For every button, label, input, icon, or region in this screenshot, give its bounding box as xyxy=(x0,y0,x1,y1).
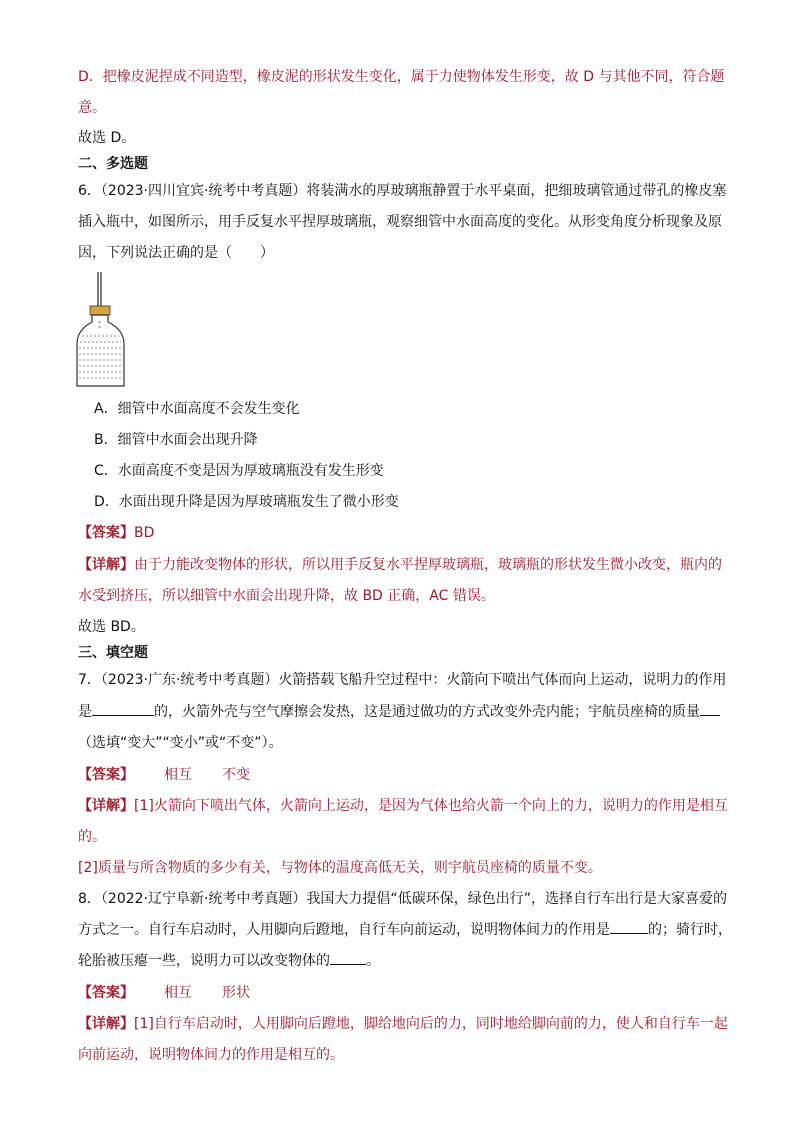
q7-blank-1 xyxy=(92,701,154,716)
q6-stem-line1: 6．（2023·四川宜宾·统考中考真题）将装满水的厚玻璃瓶静置于水平桌面，把细玻璃管通过带孔的橡皮塞 xyxy=(78,183,727,199)
q7-answer-2: 不变 xyxy=(222,767,250,783)
q6-answer-value: BD xyxy=(134,525,155,541)
q8-stem-text-a: 方式之一。自行车启动时，人用脚向后蹬地，自行车向前运动，说明物体间力的作用是 xyxy=(78,922,610,938)
q8-blank-2 xyxy=(330,950,366,965)
q8-detail-text1: [1]自行车启动时，人用脚向后蹬地，脚给地向后的力，同时地给脚向前的力，使人和自行车一起 xyxy=(134,1016,728,1032)
q6-option-c: C．水面高度不变是因为厚玻璃瓶没有发生形变 xyxy=(94,463,384,479)
q8-stem-text-c: 轮胎被压瘪一些，说明力可以改变物体的 xyxy=(78,953,330,969)
q6-option-b: B．细管中水面会出现升降 xyxy=(94,432,258,448)
q8-stem-line1: 8．（2022·辽宁阜新·统考中考真题）我国大力提倡“低碳环保，绿色出行”，选择自行车出行是大家喜爱的 xyxy=(78,891,727,907)
q6-answer xyxy=(78,522,726,544)
section-heading-multi: 二、多选题 xyxy=(78,156,148,172)
prev-option-d-explanation-cont: 意。 xyxy=(78,100,106,116)
q7-stem-line2 xyxy=(78,701,726,723)
answer-label: 【答案】 xyxy=(78,985,134,1001)
q8-stem-line3 xyxy=(78,950,726,972)
q7-detail-line2: 的。 xyxy=(78,829,106,845)
q6-stem-line2: 插入瓶中，如图所示，用手反复水平捏厚玻璃瓶，观察细管中水面高度的变化。从形变角度分析现象及原 xyxy=(78,214,722,230)
q8-stem-line2 xyxy=(78,919,732,941)
q7-detail-text1: [1]火箭向下喷出气体，火箭向上运动，是因为气体也给火箭一个向上的力，说明力的作用是相互 xyxy=(134,798,728,814)
q8-detail-line1 xyxy=(78,1013,726,1035)
bottle-with-tube-figure xyxy=(76,272,126,390)
q7-stem-line1: 7．（2023·广东·统考中考真题）火箭搭载飞船升空过程中：火箭向下喷出气体而向上运动，说明力的作用 xyxy=(78,672,727,688)
q6-conclusion: 故选 BD。 xyxy=(78,619,145,635)
q6-stem-line3: 因，下列说法正确的是（ ） xyxy=(78,245,274,261)
q7-stem-text-a: 是 xyxy=(78,704,92,720)
prev-option-d-explanation: D．把橡皮泥捏成不同造型，橡皮泥的形状发生变化，属于力使物体发生形变，故 D 与其他不同，符合题 xyxy=(78,69,725,85)
q7-stem-line3: （选填“变大”“变小”或“不变”）。 xyxy=(78,735,283,751)
section-heading-fill: 三、填空题 xyxy=(78,645,148,661)
prev-conclusion: 故选 D。 xyxy=(78,130,136,146)
answer-label: 【答案】 xyxy=(78,525,134,541)
q8-stem-text-d: 。 xyxy=(366,953,380,969)
detail-label: 【详解】 xyxy=(78,557,134,573)
answer-label: 【答案】 xyxy=(78,767,134,783)
q8-blank-1 xyxy=(610,919,648,934)
q6-option-d: D．水面出现升降是因为厚玻璃瓶发生了微小形变 xyxy=(94,494,399,510)
q7-blank-2 xyxy=(700,701,720,716)
q8-detail-line2: 向前运动，说明物体间力的作用是相互的。 xyxy=(78,1047,344,1063)
detail-label: 【详解】 xyxy=(78,798,134,814)
q6-option-a: A．细管中水面高度不会发生变化 xyxy=(94,401,300,417)
q6-detail-line2: 水受到挤压，所以细管中水面会出现升降，故 BD 正确，AC 错误。 xyxy=(78,588,495,604)
q8-stem-text-b: 的；骑行时， xyxy=(648,922,732,938)
q7-answer xyxy=(78,764,726,786)
q8-answer xyxy=(78,982,726,1004)
q7-detail-line3: [2]质量与所含物质的多少有关，与物体的温度高低无关，则宇航员座椅的质量不变。 xyxy=(78,860,602,876)
q6-detail-line1 xyxy=(78,554,726,576)
detail-label: 【详解】 xyxy=(78,1016,134,1032)
q7-answer-1: 相互 xyxy=(164,767,192,783)
q7-stem-text-b: 的，火箭外壳与空气摩擦会发热，这是通过做功的方式改变外壳内能；宇航员座椅的质量 xyxy=(154,704,700,720)
q8-answer-2: 形状 xyxy=(222,985,250,1001)
q6-detail-text1: 由于力能改变物体的形状，所以用手反复水平捏厚玻璃瓶，玻璃瓶的形状发生微小改变，瓶内的 xyxy=(134,557,722,573)
q7-detail-line1 xyxy=(78,795,726,817)
q8-answer-1: 相互 xyxy=(164,985,192,1001)
